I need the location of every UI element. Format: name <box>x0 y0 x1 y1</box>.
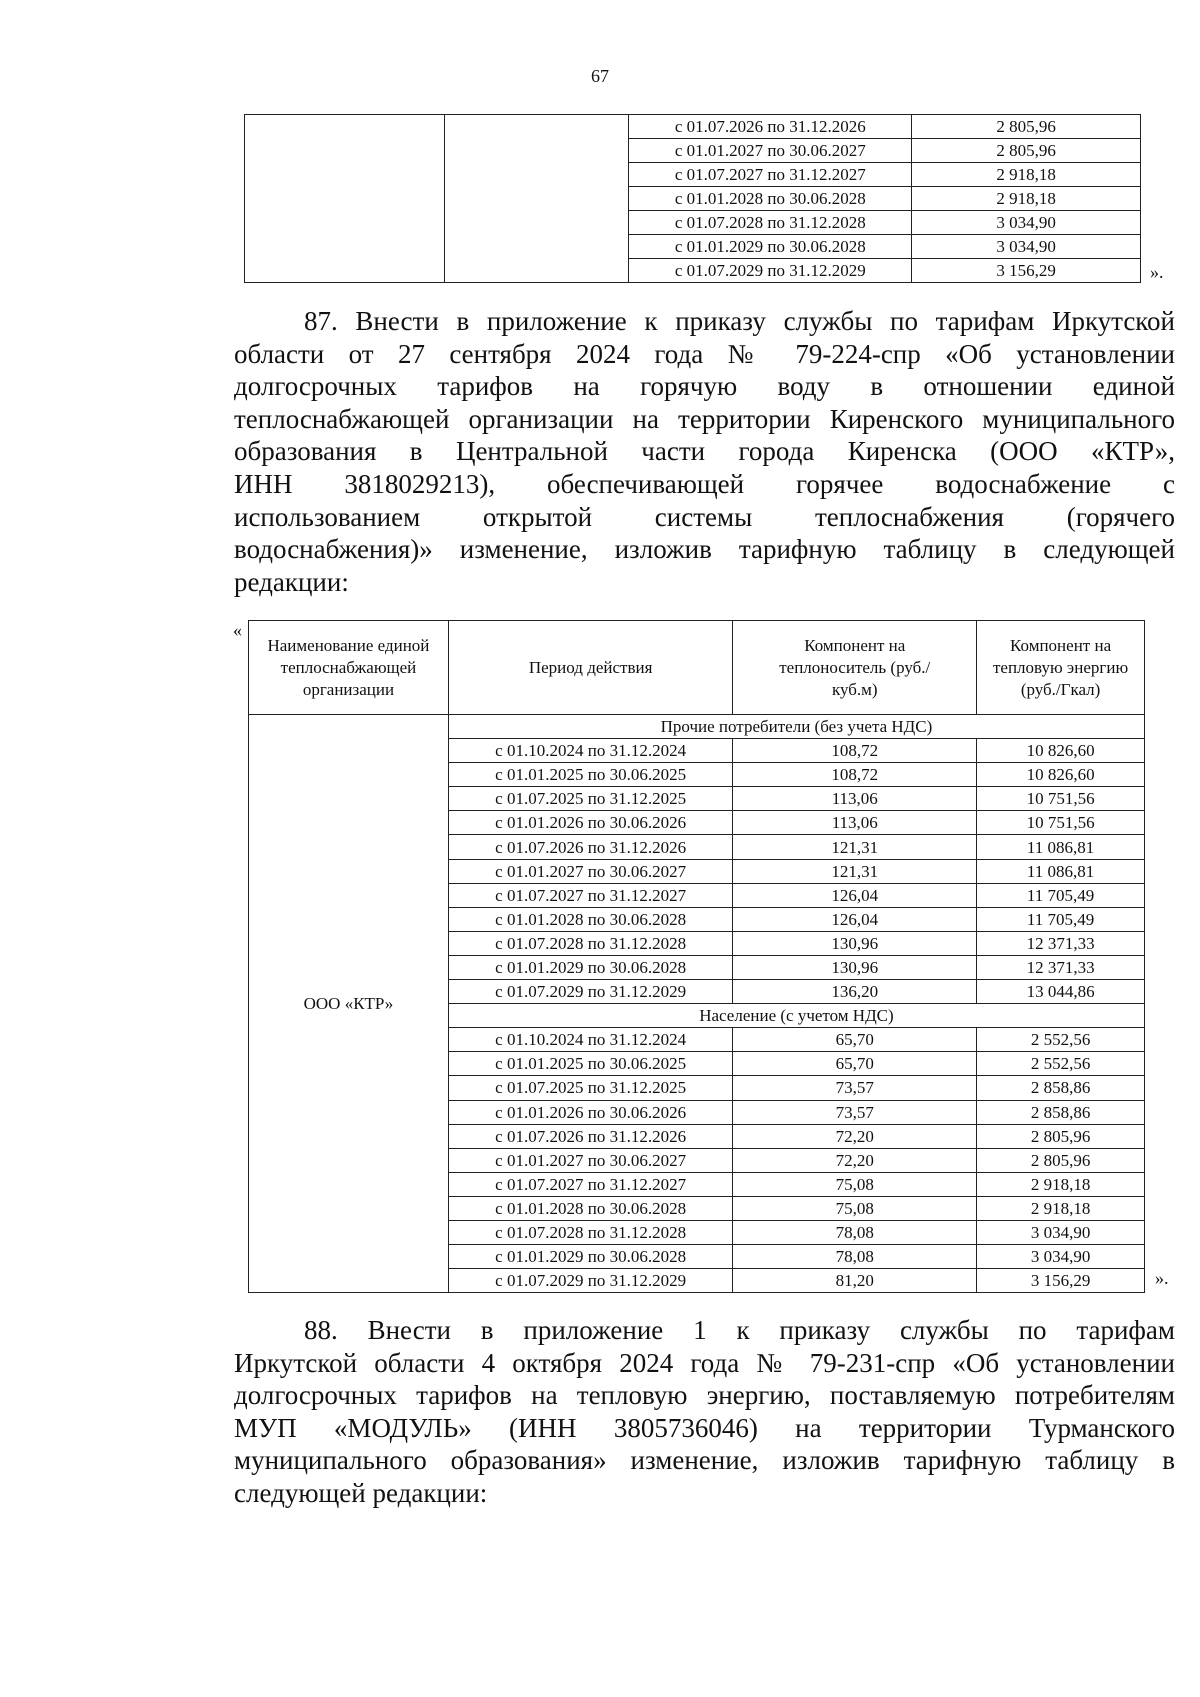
opening-quote-main: « <box>233 620 242 640</box>
energy-cell: 2 918,18 <box>977 1196 1145 1220</box>
paragraph-line: МУП «МОДУЛЬ» (ИНН 3805736046) на территории Турманского <box>234 1412 1175 1443</box>
continuation-table <box>244 114 1141 283</box>
period-cell: с 01.01.2025 по 30.06.2025 <box>448 1052 732 1076</box>
energy-cell: 2 858,86 <box>977 1076 1145 1100</box>
energy-cell: 2 552,56 <box>977 1028 1145 1052</box>
page-number: 67 <box>591 66 609 86</box>
period-cell: с 01.07.2029 по 31.12.2029 <box>448 1269 732 1293</box>
paragraph-88 <box>234 1314 1175 1510</box>
period-cell: с 01.01.2026 по 30.06.2026 <box>448 811 732 835</box>
period-cell: с 01.01.2028 по 30.06.2028 <box>448 907 732 931</box>
carrier-cell: 65,70 <box>733 1028 977 1052</box>
carrier-cell: 73,57 <box>733 1100 977 1124</box>
energy-cell: 10 751,56 <box>977 787 1145 811</box>
carrier-cell: 75,08 <box>733 1172 977 1196</box>
period-cell: с 01.07.2027 по 31.12.2027 <box>448 883 732 907</box>
value-cell: 2 918,18 <box>912 163 1141 187</box>
energy-cell: 10 826,60 <box>977 763 1145 787</box>
header-period: Период действия <box>448 621 732 715</box>
period-cell: с 01.07.2028 по 31.12.2028 <box>629 211 912 235</box>
value-cell: 3 034,90 <box>912 235 1141 259</box>
carrier-cell: 121,31 <box>733 859 977 883</box>
header-carrier: Компонент на теплоноситель (руб./куб.м) <box>733 621 977 715</box>
period-cell: с 01.01.2029 по 30.06.2028 <box>448 955 732 979</box>
period-cell: с 01.07.2028 по 31.12.2028 <box>448 1220 732 1244</box>
energy-cell: 10 826,60 <box>977 739 1145 763</box>
energy-cell: 12 371,33 <box>977 931 1145 955</box>
period-cell: с 01.07.2027 по 31.12.2027 <box>448 1172 732 1196</box>
energy-cell: 10 751,56 <box>977 811 1145 835</box>
paragraph-87 <box>234 305 1175 598</box>
closing-quote-main: ». <box>1155 1268 1169 1288</box>
period-cell: с 01.01.2029 по 30.06.2028 <box>629 235 912 259</box>
empty-cell <box>245 115 445 283</box>
energy-cell: 11 705,49 <box>977 883 1145 907</box>
energy-cell: 3 034,90 <box>977 1220 1145 1244</box>
period-cell: с 01.07.2029 по 31.12.2029 <box>448 980 732 1004</box>
period-cell: с 01.07.2025 по 31.12.2025 <box>448 787 732 811</box>
energy-cell: 2 805,96 <box>977 1124 1145 1148</box>
period-cell: с 01.07.2025 по 31.12.2025 <box>448 1076 732 1100</box>
carrier-cell: 73,57 <box>733 1076 977 1100</box>
period-cell: с 01.07.2026 по 31.12.2026 <box>629 115 912 139</box>
empty-cell <box>444 115 629 283</box>
period-cell: с 01.01.2027 по 30.06.2027 <box>448 1148 732 1172</box>
group-header-row <box>249 715 1145 739</box>
period-cell: с 01.07.2028 по 31.12.2028 <box>448 931 732 955</box>
carrier-cell: 108,72 <box>733 763 977 787</box>
carrier-cell: 126,04 <box>733 907 977 931</box>
carrier-cell: 108,72 <box>733 739 977 763</box>
period-cell: с 01.01.2028 по 30.06.2028 <box>629 187 912 211</box>
energy-cell: 2 552,56 <box>977 1052 1145 1076</box>
period-cell: с 01.07.2029 по 31.12.2029 <box>629 259 912 283</box>
carrier-cell: 113,06 <box>733 787 977 811</box>
paragraph-line: Иркутской области 4 октября 2024 года № 79-231-спр «Об установлении <box>234 1347 1175 1378</box>
value-cell: 2 805,96 <box>912 139 1141 163</box>
period-cell: с 01.10.2024 по 31.12.2024 <box>448 739 732 763</box>
period-cell: с 01.10.2024 по 31.12.2024 <box>448 1028 732 1052</box>
paragraph-line: 87. Внести в приложение к приказу службы по тарифам Иркутской <box>304 306 1175 336</box>
carrier-cell: 81,20 <box>733 1269 977 1293</box>
carrier-cell: 136,20 <box>733 980 977 1004</box>
paragraph-line: долгосрочных тарифов на тепловую энергию, поставляемую потребителям <box>234 1380 1175 1411</box>
header-org: Наименование единой теплоснабжающей организации <box>249 621 449 715</box>
paragraph-line: области от 27 сентября 2024 года № 79-224-спр «Об установлении <box>234 338 1175 369</box>
table-row <box>245 115 1141 139</box>
period-cell: с 01.01.2025 по 30.06.2025 <box>448 763 732 787</box>
period-cell: с 01.01.2028 по 30.06.2028 <box>448 1196 732 1220</box>
energy-cell: 12 371,33 <box>977 955 1145 979</box>
period-cell: с 01.07.2026 по 31.12.2026 <box>448 1124 732 1148</box>
paragraph-line: следующей редакции: <box>234 1477 488 1508</box>
closing-quote-top: ». <box>1150 262 1164 282</box>
header-energy: Компонент на тепловую энергию (руб./Гкал) <box>977 621 1145 715</box>
carrier-cell: 65,70 <box>733 1052 977 1076</box>
period-cell: с 01.07.2027 по 31.12.2027 <box>629 163 912 187</box>
energy-cell: 11 086,81 <box>977 859 1145 883</box>
energy-cell: 2 918,18 <box>977 1172 1145 1196</box>
value-cell: 3 034,90 <box>912 211 1141 235</box>
carrier-cell: 126,04 <box>733 883 977 907</box>
paragraph-line: долгосрочных тарифов на горячую воду в отношении единой <box>234 371 1175 402</box>
period-cell: с 01.07.2026 по 31.12.2026 <box>448 835 732 859</box>
paragraph-line: водоснабжения)» изменение, изложив тарифную таблицу в следующей <box>234 534 1175 565</box>
paragraph-line: ИНН 3818029213), обеспечивающей горячее водоснабжение с <box>234 468 1175 499</box>
value-cell: 2 918,18 <box>912 187 1141 211</box>
paragraph-line: редакции: <box>234 566 349 597</box>
value-cell: 2 805,96 <box>912 115 1141 139</box>
carrier-cell: 72,20 <box>733 1124 977 1148</box>
tariff-table <box>248 620 1145 1293</box>
paragraph-line: образования в Центральной части города Киренска (ООО «КТР», <box>234 436 1175 467</box>
energy-cell: 11 086,81 <box>977 835 1145 859</box>
org-name: ООО «КТР» <box>249 715 449 1293</box>
carrier-cell: 130,96 <box>733 931 977 955</box>
energy-cell: 3 156,29 <box>977 1269 1145 1293</box>
carrier-cell: 121,31 <box>733 835 977 859</box>
period-cell: с 01.01.2027 по 30.06.2027 <box>448 859 732 883</box>
group-title: Прочие потребители (без учета НДС) <box>448 715 1144 739</box>
carrier-cell: 72,20 <box>733 1148 977 1172</box>
energy-cell: 2 858,86 <box>977 1100 1145 1124</box>
energy-cell: 11 705,49 <box>977 907 1145 931</box>
value-cell: 3 156,29 <box>912 259 1141 283</box>
period-cell: с 01.01.2029 по 30.06.2028 <box>448 1245 732 1269</box>
carrier-cell: 130,96 <box>733 955 977 979</box>
group-title: Население (с учетом НДС) <box>448 1004 1144 1028</box>
period-cell: с 01.01.2026 по 30.06.2026 <box>448 1100 732 1124</box>
carrier-cell: 113,06 <box>733 811 977 835</box>
paragraph-line: использованием открытой системы теплоснабжения (горячего <box>234 501 1175 532</box>
paragraph-line: 88. Внести в приложение 1 к приказу службы по тарифам <box>304 1315 1175 1345</box>
carrier-cell: 78,08 <box>733 1245 977 1269</box>
paragraph-line: теплоснабжающей организации на территории Киренского муниципального <box>234 403 1175 434</box>
energy-cell: 3 034,90 <box>977 1245 1145 1269</box>
paragraph-line: муниципального образования» изменение, изложив тарифную таблицу в <box>234 1445 1175 1476</box>
carrier-cell: 75,08 <box>733 1196 977 1220</box>
period-cell: с 01.01.2027 по 30.06.2027 <box>629 139 912 163</box>
energy-cell: 2 805,96 <box>977 1148 1145 1172</box>
carrier-cell: 78,08 <box>733 1220 977 1244</box>
energy-cell: 13 044,86 <box>977 980 1145 1004</box>
